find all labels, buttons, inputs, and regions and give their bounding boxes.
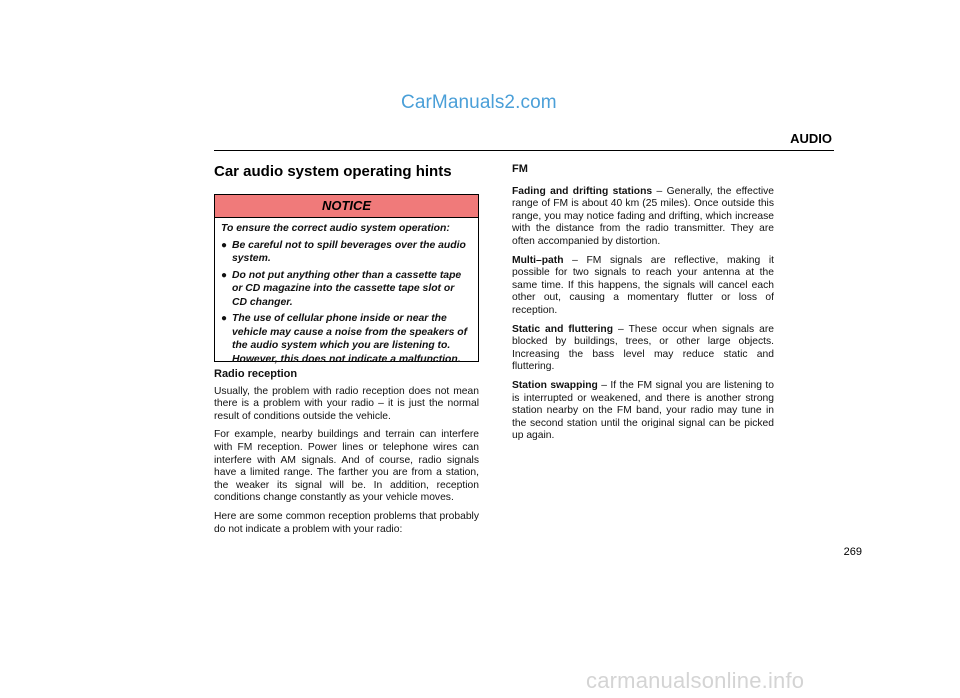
paragraph: Usually, the problem with radio reception does not mean there is a problem with your radio – it is just the normal result of conditions outside the vehicle. xyxy=(214,385,479,422)
fm-entry-text: – If the FM signal you are listening to is interrupted or weakened, and there is another strong station nearby on the FM band, your radio may tune in the second station until the original signal can be picked up again. xyxy=(512,379,774,442)
page-title: Car audio system operating hints xyxy=(214,163,452,180)
fm-entry-term: Fading and drifting stations xyxy=(512,185,653,197)
fm-entry-text: – These occur when signals are blocked by buildings, trees, or other large objects. Increasing the bass level may reduce static and fluttering. xyxy=(512,323,774,373)
fm-heading: FM xyxy=(512,163,528,175)
fm-entry xyxy=(512,186,774,249)
notice-item-text: Be careful not to spill beverages over the audio system. xyxy=(232,239,466,264)
bullet-icon: ● xyxy=(221,239,228,251)
paragraph: For example, nearby buildings and terrain can interfere with FM reception. Power lines or telephone wires can interfere with AM signals. And of course, radio signals have a limited range. The farther you are from a station, the weaker its signal will be. In addition, reception conditions change constantly as your vehicle moves. xyxy=(214,429,479,504)
radio-reception-section xyxy=(214,368,479,542)
bullet-icon: ● xyxy=(221,269,228,281)
notice-body xyxy=(215,218,478,366)
fm-entry xyxy=(512,255,774,318)
notice-item-text: The use of cellular phone inside or near the vehicle may cause a noise from the speakers of the audio system which you are listening to. However, this does not indicate a malfunction. xyxy=(232,313,468,365)
fm-entry xyxy=(512,324,774,374)
notice-heading: NOTICE xyxy=(215,195,478,218)
bullet-icon: ● xyxy=(221,313,228,324)
header-divider xyxy=(214,150,834,151)
notice-item xyxy=(221,269,472,310)
fm-entry-text: – FM signals are reflective, making it possible for two signals to reach your antenna at the same time. If this happens, the signals will cancel each other out, causing a momentary flutter or loss of reception. xyxy=(512,254,774,316)
fm-section xyxy=(512,163,774,449)
fm-entry-term: Static and fluttering xyxy=(512,323,613,335)
notice-item xyxy=(221,239,472,266)
fm-entry-term: Multi–path xyxy=(512,254,564,266)
notice-box xyxy=(214,194,479,365)
page-number: 269 xyxy=(843,546,862,558)
paragraph: Here are some common reception problems that probably do not indicate a problem with your radio: xyxy=(214,510,479,535)
watermark-carmanualsonline: carmanualsonline.info xyxy=(586,668,805,693)
fm-entry xyxy=(512,380,774,443)
fm-entry-text: – Generally, the effective range of FM is about 40 km (25 miles). Once outside this range, you may notice fading and drifting, which increase with the distance from the radio transmitter. They are often accompanied by distortion. xyxy=(512,185,774,247)
notice-item xyxy=(221,312,472,366)
notice-intro: To ensure the correct audio system operation: xyxy=(221,223,450,234)
section-header-audio: AUDIO xyxy=(790,131,832,146)
fm-entry-term: Station swapping xyxy=(512,379,598,391)
radio-reception-heading: Radio reception xyxy=(214,368,298,380)
watermark-carmanuals2: CarManuals2.com xyxy=(401,92,557,113)
notice-item-text: Do not put anything other than a cassette tape or CD magazine into the cassette tape slot or CD changer. xyxy=(232,269,462,308)
